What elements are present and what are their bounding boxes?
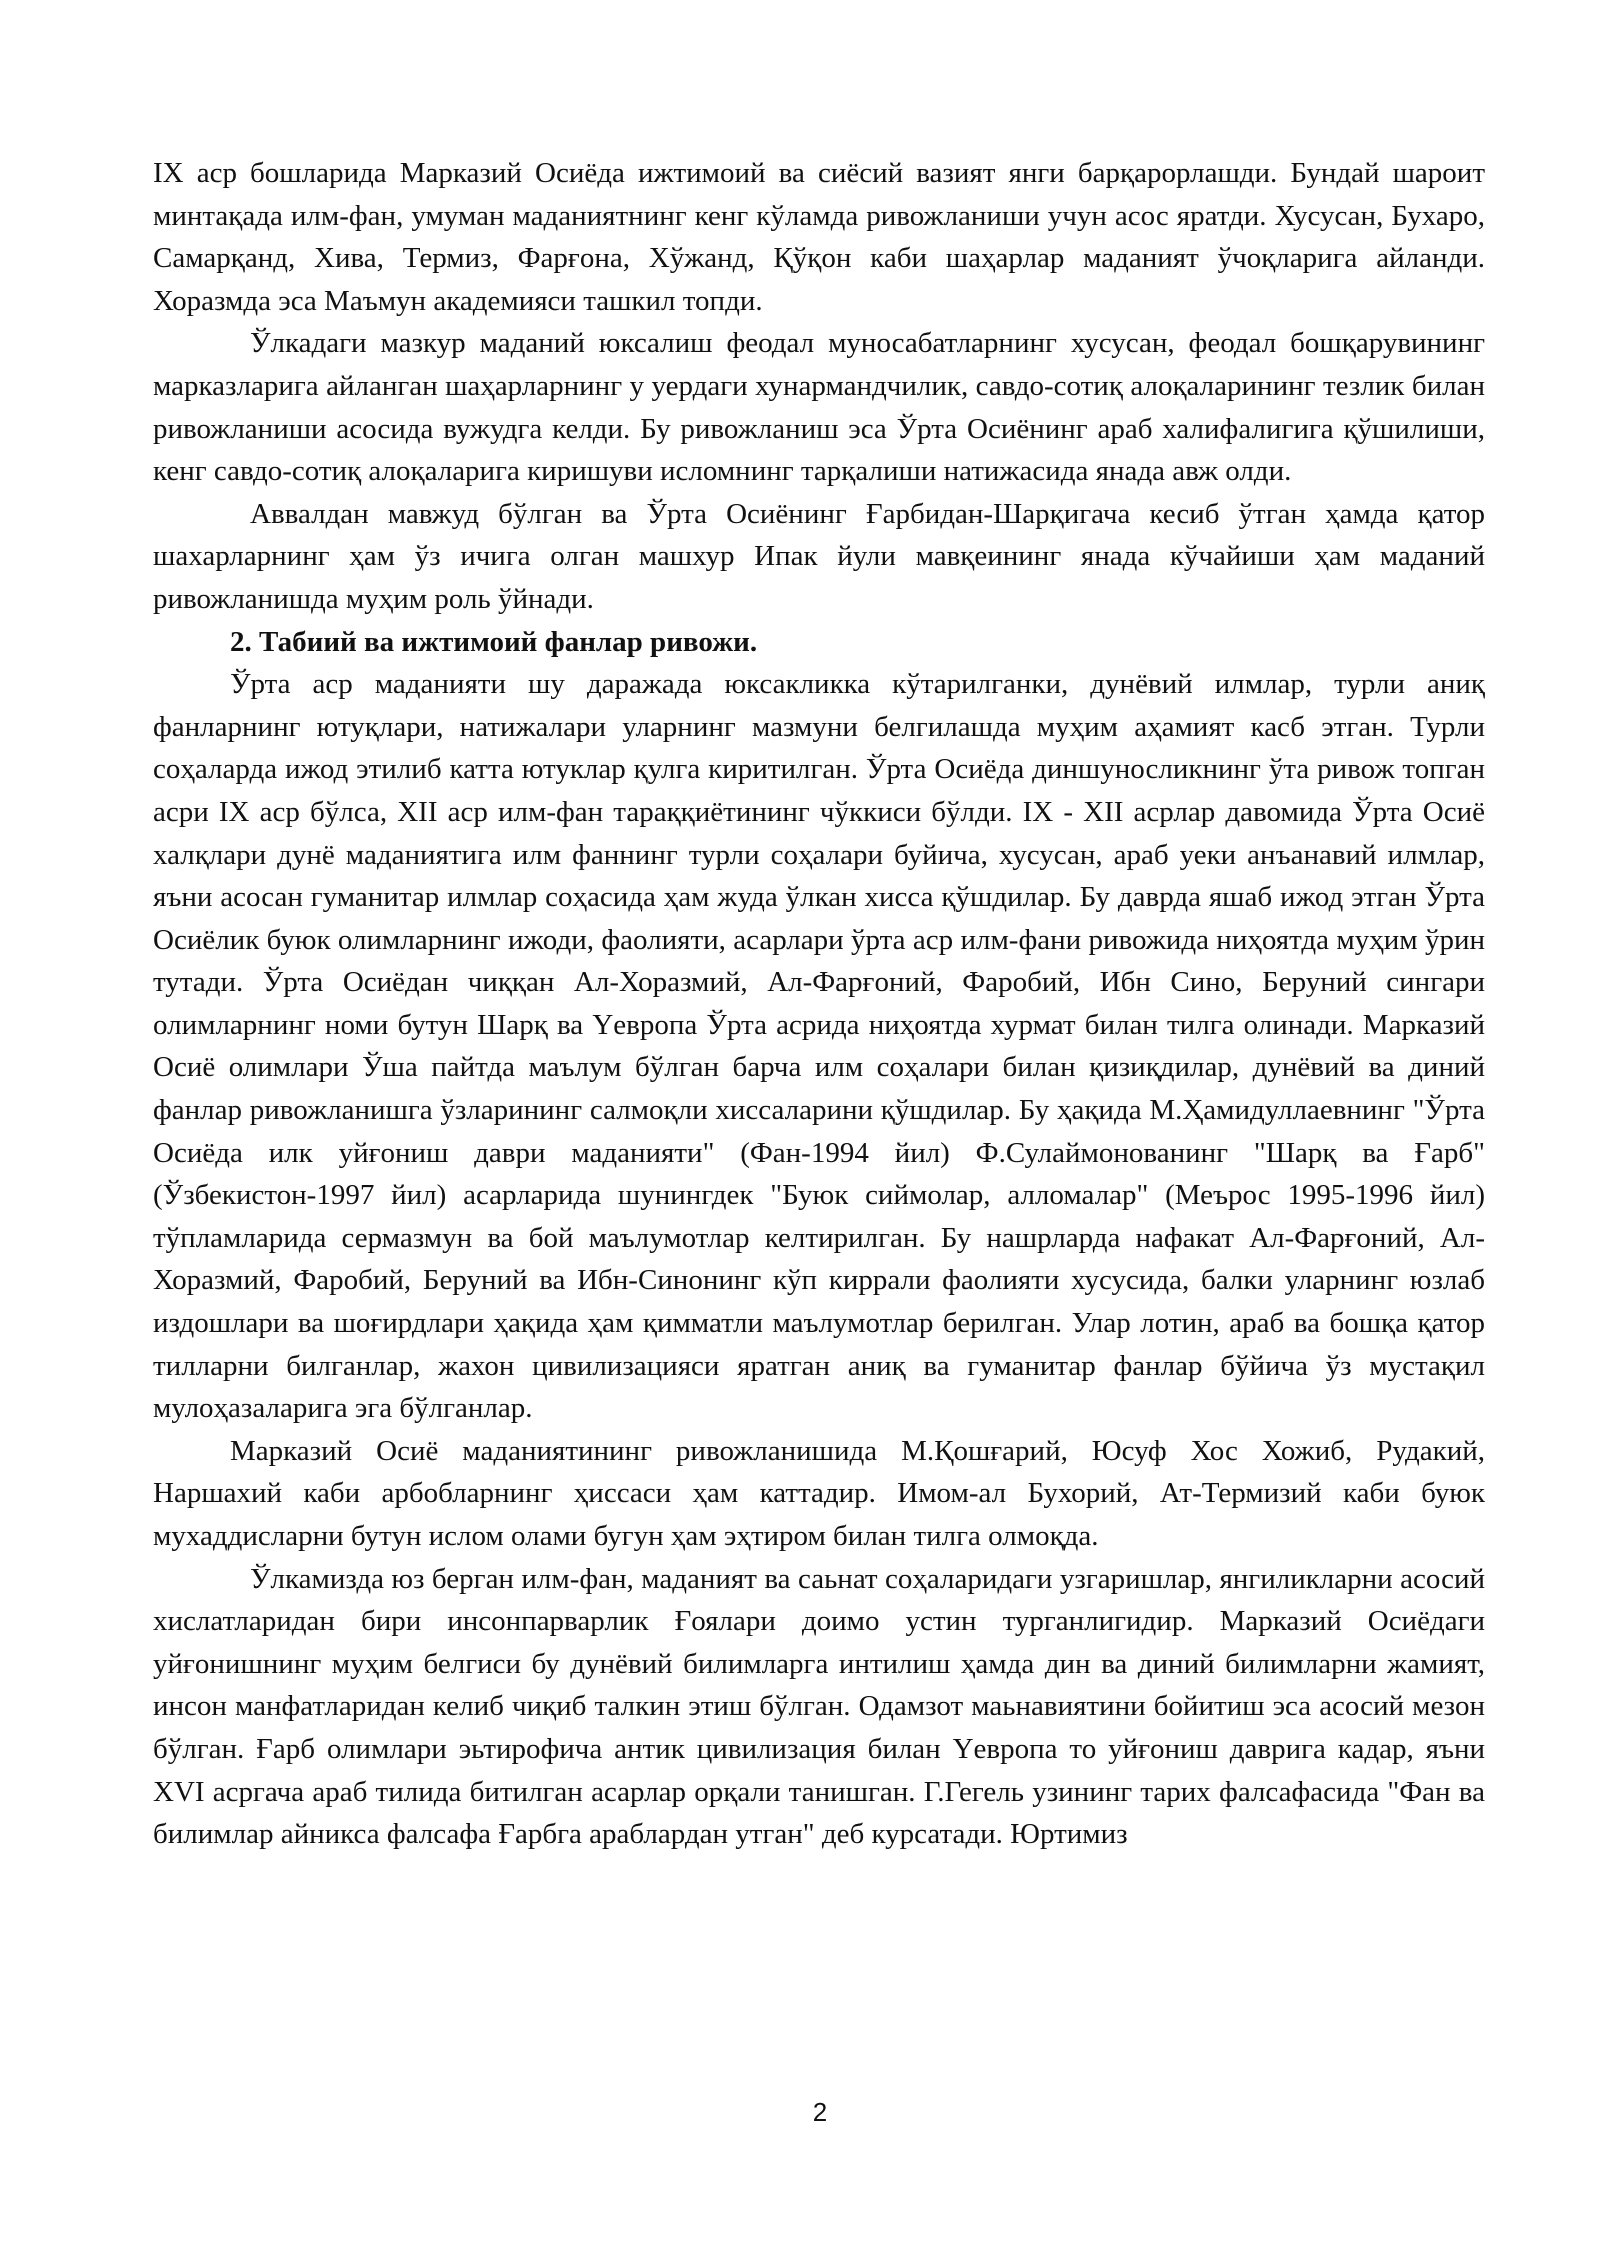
paragraph-section-1: Ўрта аср маданияти шу даражада юксакликка кўтарилганки, дунёвий илмлар, турли аниқ фанларнинг ютуқлари, натижалари уларнинг мазмуни белгилашда муҳим аҳамият касб этган. Турли соҳаларда ижод этилиб катта ютуклар қулга киритилган. Ўрта Осиёда диншуносликнинг ўта ривож топган асри IX аср бўлса, XII аср илм-фан тараққиётининг чўккиси бўлди. IX - XII асрлар давомида Ўрта Осиё халқлари дунё маданиятига илм фаннинг турли соҳалари буйича, хусусан, араб уеки анъанавий илмлар, яъни асосан гуманитар илмлар соҳасида ҳам жуда ўлкан хисса қўшдилар. Бу даврда яшаб ижод этган Ўрта Осиёлик буюк олимларнинг ижоди, фаолияти, асарлари ўрта аср илм-фани ривожида ниҳоятда муҳим ўрин тутади. Ўрта Осиёдан чиққан Ал-Хоразмий, Ал-Фарғоний, Фаробий, Ибн Сино, Беруний сингари олимларнинг номи бутун Шарқ ва Үевропа Ўрта асрида ниҳоятда хурмат билан тилга олинади. Марказий Осиё олимлари Ўша пайтда маълум бўлган барча илм соҳалари билан қизиқдилар, дунёвий ва диний фанлар ривожланишга ўзларининг салмоқли хиссаларини қўшдилар. Бу ҳақида М.Ҳамидуллаевнинг "Ўрта Осиёда илк уйғониш даври маданияти" (Фан-1994 йил) Ф.Сулаймонованинг "Шарқ ва Ғарб" (Ўзбекистон-1997 йил) асарларида шунингдек "Буюк сиймолар, алломалар" (Меърос 1995-1996 йил) тўпламларида сермазмун ва бой маълумотлар келтирилган. Бу нашрларда нафакат Ал-Фарғоний, Ал-Хоразмий, Фаробий, Беруний ва Ибн-Синонинг кўп киррали фаолияти хусусида, балки уларнинг юзлаб издошлари ва шоғирдлари ҳақида ҳам қимматли маълумотлар берилган. Улар лотин, араб ва бошқа қатор тилларни билганлар, жахон цивилизацияси яратган аниқ ва гуманитар фанлар бўйича ўз мустақил мулоҳазаларига эга бўлганлар. (153, 668, 1485, 1425)
paragraph-intro-1: IX аср бошларида Марказий Осиёда ижтимоий ва сиёсий вазият янги барқарорлашди. Бундай шароит минтақада илм-фан, умуман маданиятнинг кенг кўламда ривожланиши учун асос яратди. Хусусан, Бухаро, Самарқанд, Хива, Термиз, Фарғона, Хўжанд, Қўқон каби шаҳарлар маданият ўчоқларига айланди. Хоразмда эса Маъмун академияси ташкил топди. (153, 157, 1485, 317)
paragraph-section-2: Марказий Осиё маданиятининг ривожланишида М.Қошғарий, Юсуф Хос Хожиб, Рудакий, Наршахий каби арбобларнинг ҳиссаси ҳам каттадир. Имом-ал Бухорий, Ат-Термизий каби буюк мухаддисларни бутун ислом олами бугун ҳам эҳтиром билан тилга олмоқда. (153, 1434, 1485, 1552)
paragraph-intro-2: Ўлкадаги мазкур маданий юксалиш феодал муносабатларнинг хусусан, феодал бошқарувининг марказларига айланган шаҳарларнинг у уердаги хунармандчилик, савдо-сотиқ алоқаларининг тезлик билан ривожланиши асосида вужудга келди. Бу ривожланиш эса Ўрта Осиёнинг араб халифалигига қўшилиши, кенг савдо-сотиқ алоқаларига киришуви исломнинг тарқалиши натижасида янада авж олди. (153, 327, 1485, 488)
document-body (153, 152, 1485, 1856)
section-heading: 2. Табиий ва ижтимоий фанлар ривожи. (230, 625, 758, 658)
page-number: 2 (812, 2097, 828, 2127)
paragraph-intro-3: Аввалдан мавжуд бўлган ва Ўрта Осиёнинг Ғарбидан-Шарқигача кесиб ўтган ҳамда қатор шахарларнинг ҳам ўз ичига олган машхур Ипак йули мавқеининг янада кўчайиши ҳам маданий ривожланишда муҳим роль ўйнади. (153, 497, 1485, 615)
paragraph-section-3: Ўлкамизда юз берган илм-фан, маданият ва саьнат соҳаларидаги узгаришлар, янгиликларни асосий хислатларидан бири инсонпарварлик Ғоялари доимо устин турганлигидир. Марказий Осиёдаги уйғонишнинг муҳим белгиси бу дунёвий билимларга интилиш ҳамда дин ва диний билимларни жамият, инсон манфатларидан келиб чиқиб талкин этиш бўлган. Одамзот маьнавиятини бойитиш эса асосий мезон бўлган. Ғарб олимлари эьтирофича антик цивилизация билан Үевропа то уйғониш даврига кадар, яъни XVI асргача араб тилида битилган асарлар орқали танишган. Г.Гегель узининг тарих фалсафасида "Фан ва билимлар айникса фалсафа Ғарбга араблардан утган" деб курсатади. Юртимиз (153, 1562, 1485, 1851)
